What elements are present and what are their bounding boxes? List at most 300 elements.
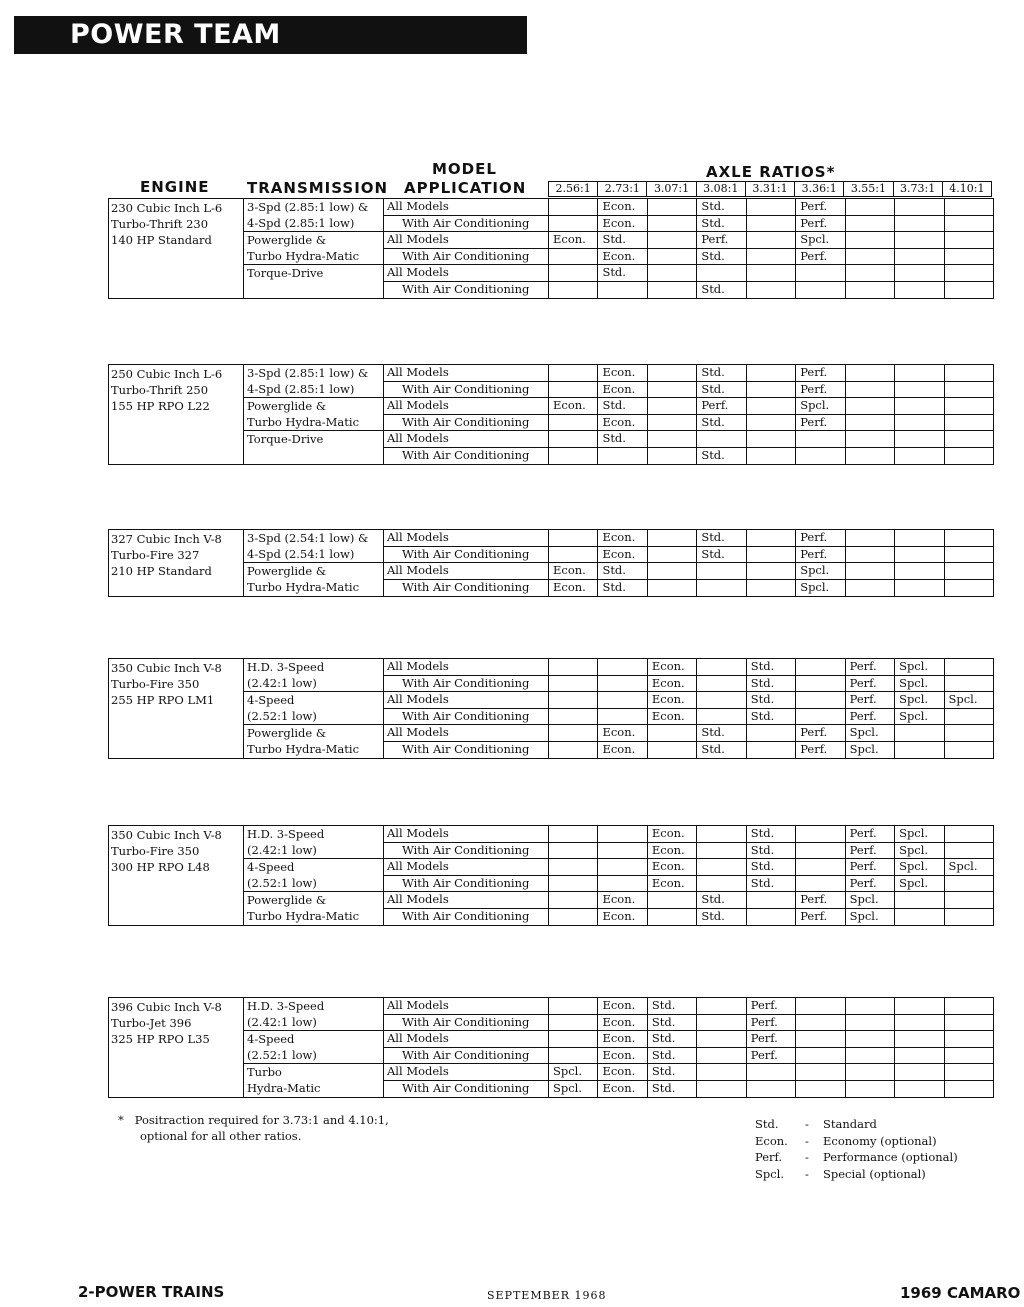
footer-date: SEPTEMBER 1968: [487, 1289, 607, 1302]
footnote-mark: *: [118, 1113, 124, 1127]
axle-cell: Spcl.: [895, 692, 944, 708]
application-cell: All Models: [384, 563, 549, 579]
table-row: [384, 431, 993, 448]
axle-cell: Econ.: [648, 709, 697, 725]
application-cell: All Models: [384, 365, 549, 381]
axle-cell: Perf.: [796, 365, 845, 381]
engine-line: 255 HP RPO LM1: [111, 693, 215, 707]
axle-cell: Spcl.: [895, 659, 944, 675]
axle-cell: [895, 892, 944, 908]
axle-cell: [945, 547, 993, 563]
axle-cell: Perf.: [796, 530, 845, 546]
axle-cell: [945, 232, 993, 248]
axle-cell: [796, 876, 845, 892]
legend-desc: Special (optional): [823, 1166, 926, 1181]
axle-cell: [598, 859, 647, 875]
table-row: [384, 909, 993, 926]
axle-cell: Spcl.: [895, 676, 944, 692]
application-cell: All Models: [384, 826, 549, 842]
application-cell: All Models: [384, 659, 549, 675]
axle-cell: [697, 692, 746, 708]
footnote: [118, 1112, 458, 1144]
axle-cell: Std.: [747, 859, 796, 875]
axle-cell: [697, 1064, 746, 1080]
axle-cell: Perf.: [796, 382, 845, 398]
axle-cell: [895, 998, 944, 1014]
transmission-line: 3-Spd (2.54:1 low) &: [247, 531, 369, 545]
axle-cell: Std.: [598, 580, 647, 597]
axle-cell: [895, 1064, 944, 1080]
axle-cell: [846, 398, 895, 414]
axle-cell: [747, 398, 796, 414]
engine-line: 230 Cubic Inch L-6: [111, 201, 223, 215]
axle-cell: [747, 1081, 796, 1098]
axle-cell: [549, 892, 598, 908]
axle-cell: [549, 382, 598, 398]
table-row: [384, 1031, 993, 1048]
axle-cell: [945, 826, 993, 842]
axle-cell: Std.: [697, 382, 746, 398]
transmission-cell: [244, 998, 384, 1031]
axle-cell: [747, 232, 796, 248]
axle-cell: [697, 998, 746, 1014]
axle-ratio-5: 3.36:1: [795, 182, 844, 196]
application-cell: All Models: [384, 431, 549, 447]
axle-cell: Econ.: [549, 580, 598, 597]
axle-cell: [747, 265, 796, 281]
axle-cell: Spcl.: [895, 859, 944, 875]
engine-line: 396 Cubic Inch V-8: [111, 1000, 222, 1014]
axle-cell: Spcl.: [895, 876, 944, 892]
axle-cell: Spcl.: [846, 725, 895, 741]
axle-cell: Std.: [648, 1081, 697, 1098]
axle-cell: Std.: [598, 398, 647, 414]
power-team-group: [108, 825, 994, 926]
axle-cell: [549, 998, 598, 1014]
engine-line: Turbo-Thrift 230: [111, 217, 209, 231]
application-cell: All Models: [384, 232, 549, 248]
axle-cell: Spcl.: [846, 892, 895, 908]
axle-cell: [945, 265, 993, 281]
table-row: [384, 1081, 993, 1098]
axle-cell: [846, 216, 895, 232]
application-cell: With Air Conditioning: [384, 742, 549, 759]
transmission-cell: [244, 692, 384, 725]
axle-cell: [945, 659, 993, 675]
application-cell: All Models: [384, 1064, 549, 1080]
axle-cell: Econ.: [598, 892, 647, 908]
axle-cell: Perf.: [796, 725, 845, 741]
engine-line: Turbo-Fire 327: [111, 548, 200, 562]
axle-cell: [895, 547, 944, 563]
axle-cell: [846, 199, 895, 215]
axle-cell: [549, 431, 598, 447]
axle-cell: Econ.: [598, 199, 647, 215]
axle-cell: Std.: [648, 1031, 697, 1047]
engine-line: Turbo-Thrift 250: [111, 383, 209, 397]
axle-cell: [846, 530, 895, 546]
axle-cell: [895, 199, 944, 215]
axle-cell: [697, 265, 746, 281]
axle-cell: Econ.: [648, 676, 697, 692]
application-cell: All Models: [384, 199, 549, 215]
legend-abbr: Spcl.: [755, 1166, 785, 1181]
footer-section: 2-POWER TRAINS: [78, 1283, 225, 1301]
legend-abbr: Std.: [755, 1117, 779, 1131]
axle-cell: [895, 1031, 944, 1047]
axle-cell: [945, 431, 993, 447]
axle-cell: [697, 431, 746, 447]
axle-ratio-header-row: [548, 181, 992, 197]
axle-cell: Perf.: [796, 216, 845, 232]
axle-cell: [945, 216, 993, 232]
axle-cell: Std.: [747, 659, 796, 675]
axle-cell: [598, 282, 647, 299]
axle-cell: Std.: [697, 742, 746, 759]
axle-cell: Std.: [697, 530, 746, 546]
axle-cell: [846, 1048, 895, 1064]
axle-cell: [796, 1064, 845, 1080]
legend-abbr: Econ.: [755, 1133, 788, 1148]
axle-cell: [895, 232, 944, 248]
axle-cell: [796, 448, 845, 465]
axle-cell: [945, 382, 993, 398]
axle-cell: [697, 859, 746, 875]
axle-cell: [796, 1031, 845, 1047]
table-row: [384, 676, 993, 693]
axle-ratio-4: 3.31:1: [746, 182, 795, 196]
axle-cell: Perf.: [796, 199, 845, 215]
axle-cell: [598, 692, 647, 708]
axle-cell: [697, 1031, 746, 1047]
transmission-cell: [244, 859, 384, 892]
axle-cell: Econ.: [598, 1031, 647, 1047]
axle-cell: [796, 709, 845, 725]
axle-cell: [747, 563, 796, 579]
axle-cell: Std.: [747, 843, 796, 859]
axle-cell: Econ.: [598, 530, 647, 546]
axle-cell: Econ.: [598, 1064, 647, 1080]
engine-line: 250 Cubic Inch L-6: [111, 367, 223, 381]
transmission-line: Torque-Drive: [247, 432, 324, 446]
legend-dash: -: [805, 1150, 809, 1164]
axle-cell: Econ.: [598, 547, 647, 563]
axle-cell: [796, 1048, 845, 1064]
axle-cell: [796, 431, 845, 447]
axle-cell: [846, 1015, 895, 1031]
axle-cell: [945, 843, 993, 859]
axle-cell: [945, 448, 993, 465]
application-cell: With Air Conditioning: [384, 216, 549, 232]
footnote-line-1: Positraction required for 3.73:1 and 4.10:1,: [134, 1113, 389, 1127]
axle-cell: [549, 249, 598, 265]
axle-cell: Perf.: [846, 709, 895, 725]
axle-cell: [945, 1064, 993, 1080]
axle-cell: Spcl.: [796, 563, 845, 579]
transmission-line: 3-Spd (2.85:1 low) &: [247, 200, 369, 214]
transmission-cell: [244, 725, 384, 758]
axle-cell: Perf.: [846, 859, 895, 875]
axle-ratios-header: AXLE RATIOS*: [706, 163, 836, 181]
axle-cell: Spcl.: [846, 742, 895, 759]
application-cell: With Air Conditioning: [384, 249, 549, 265]
engine-line: 210 HP Standard: [111, 564, 212, 578]
table-row: [384, 199, 993, 216]
axle-cell: Econ.: [648, 859, 697, 875]
axle-cell: [846, 580, 895, 597]
axle-cell: [747, 742, 796, 759]
axle-cell: [796, 998, 845, 1014]
axle-cell: [549, 216, 598, 232]
axle-cell: Spcl.: [796, 398, 845, 414]
axle-cell: [697, 563, 746, 579]
axle-cell: [846, 282, 895, 299]
table-row: [384, 876, 993, 893]
application-cell: With Air Conditioning: [384, 909, 549, 926]
axle-cell: [598, 843, 647, 859]
axle-cell: Econ.: [598, 382, 647, 398]
axle-cell: Econ.: [598, 1081, 647, 1098]
axle-cell: [697, 676, 746, 692]
axle-cell: [648, 580, 697, 597]
transmission-cell: [244, 659, 384, 692]
table-row: [384, 448, 993, 465]
application-cell: All Models: [384, 398, 549, 414]
application-header: APPLICATION: [404, 179, 527, 197]
axle-cell: Spcl.: [948, 692, 978, 706]
axle-cell: [648, 282, 697, 299]
axle-cell: [598, 876, 647, 892]
axle-cell: Std.: [648, 998, 697, 1014]
axle-cell: [549, 282, 598, 299]
axle-cell: [895, 580, 944, 597]
axle-cell: [747, 530, 796, 546]
axle-cell: Econ.: [648, 843, 697, 859]
engine-cell: [109, 998, 244, 1097]
transmission-line: Powerglide &: [247, 233, 327, 247]
table-row: [384, 826, 993, 843]
axle-cell: [945, 876, 993, 892]
transmission-line: 4-Speed: [247, 693, 295, 707]
transmission-line: Hydra-Matic: [247, 1081, 321, 1095]
legend-desc: Standard: [823, 1117, 877, 1131]
axle-cell: [846, 382, 895, 398]
axle-cell: [648, 909, 697, 926]
axle-cell: [648, 892, 697, 908]
axle-cell: [549, 742, 598, 759]
application-cell: All Models: [384, 725, 549, 741]
table-row: [384, 249, 993, 266]
table-row: [384, 742, 993, 759]
axle-cell: [895, 1081, 944, 1098]
engine-line: 325 HP RPO L35: [111, 1032, 210, 1046]
legend-abbr: Perf.: [755, 1150, 783, 1164]
axle-cell: [648, 431, 697, 447]
axle-cell: [895, 725, 944, 741]
legend-dash: -: [805, 1166, 809, 1181]
axle-cell: [697, 659, 746, 675]
axle-cell: [895, 909, 944, 926]
axle-cell: [895, 1048, 944, 1064]
axle-cell: Perf.: [796, 547, 845, 563]
application-cell: All Models: [384, 998, 549, 1014]
axle-cell: [648, 382, 697, 398]
axle-cell: [846, 249, 895, 265]
transmission-line: Torque-Drive: [247, 266, 324, 280]
table-row: [384, 843, 993, 860]
axle-cell: [796, 282, 845, 299]
axle-cell: [648, 415, 697, 431]
transmission-line: Turbo: [247, 1065, 282, 1079]
axle-cell: [945, 1081, 993, 1098]
axle-cell: [895, 398, 944, 414]
application-cell: With Air Conditioning: [384, 709, 549, 725]
table-row: [384, 709, 993, 726]
table-row: [384, 659, 993, 676]
engine-line: 350 Cubic Inch V-8: [111, 828, 222, 842]
axle-ratio-0: 2.56:1: [549, 182, 598, 196]
axle-cell: [747, 547, 796, 563]
axle-cell: [945, 563, 993, 579]
application-cell: All Models: [384, 859, 549, 875]
transmission-cell: [244, 265, 384, 298]
axle-cell: [648, 725, 697, 741]
application-cell: All Models: [384, 530, 549, 546]
axle-cell: [598, 826, 647, 842]
axle-cell: [895, 282, 944, 299]
axle-cell: Perf.: [796, 742, 845, 759]
axle-cell: Spcl.: [549, 1064, 598, 1080]
transmission-line: 4-Speed: [247, 1032, 295, 1046]
axle-cell: Std.: [697, 249, 746, 265]
axle-cell: Std.: [747, 676, 796, 692]
axle-cell: Spcl.: [895, 709, 944, 725]
axle-cell: Perf.: [846, 843, 895, 859]
engine-cell: [109, 365, 244, 464]
engine-line: 140 HP Standard: [111, 233, 212, 247]
transmission-line: Turbo Hydra-Matic: [247, 580, 360, 594]
legend-dash: -: [805, 1117, 809, 1131]
table-row: [384, 563, 993, 580]
axle-cell: Perf.: [796, 249, 845, 265]
axle-cell: [697, 876, 746, 892]
axle-cell: [796, 692, 845, 708]
axle-cell: Std.: [697, 365, 746, 381]
axle-cell: Std.: [648, 1064, 697, 1080]
axle-cell: Perf.: [747, 1048, 796, 1064]
transmission-cell: [244, 365, 384, 398]
axle-cell: [648, 530, 697, 546]
axle-ratio-2: 3.07:1: [647, 182, 696, 196]
axle-cell: [945, 725, 993, 741]
axle-cell: [895, 265, 944, 281]
axle-cell: [549, 1015, 598, 1031]
axle-cell: Econ.: [598, 249, 647, 265]
axle-cell: [945, 892, 993, 908]
axle-cell: Perf.: [796, 892, 845, 908]
engine-line: Turbo-Jet 396: [111, 1016, 192, 1030]
table-row: [384, 725, 993, 742]
axle-cell: [796, 1015, 845, 1031]
transmission-cell: [244, 398, 384, 431]
axle-cell: Std.: [697, 448, 746, 465]
axle-cell: [895, 563, 944, 579]
axle-cell: [895, 365, 944, 381]
axle-cell: Std.: [697, 725, 746, 741]
table-row: [384, 282, 993, 299]
axle-cell: [598, 448, 647, 465]
axle-cell: Econ.: [549, 563, 598, 579]
axle-cell: Perf.: [747, 1015, 796, 1031]
axle-cell: [648, 365, 697, 381]
axle-cell: [895, 530, 944, 546]
axle-cell: [895, 216, 944, 232]
transmission-line: 4-Spd (2.85:1 low): [247, 382, 355, 396]
axle-cell: [846, 563, 895, 579]
axle-cell: Spcl.: [948, 859, 978, 873]
axle-cell: [549, 859, 598, 875]
axle-cell: [648, 249, 697, 265]
axle-cell: [648, 398, 697, 414]
axle-cell: [747, 1064, 796, 1080]
axle-cell: Std.: [697, 415, 746, 431]
transmission-line: Powerglide &: [247, 726, 327, 740]
axle-cell: Econ.: [598, 909, 647, 926]
axle-cell: Std.: [697, 892, 746, 908]
axle-cell: [549, 725, 598, 741]
application-cell: With Air Conditioning: [384, 843, 549, 859]
axle-cell: [846, 448, 895, 465]
legend-desc: Economy (optional): [823, 1133, 937, 1148]
axle-cell: Econ.: [598, 998, 647, 1014]
engine-cell: [109, 659, 244, 758]
legend-item: [755, 1133, 958, 1150]
table-row: [384, 382, 993, 399]
axle-cell: [747, 448, 796, 465]
axle-cell: Perf.: [796, 415, 845, 431]
axle-ratio-6: 3.55:1: [844, 182, 893, 196]
axle-ratio-8: 4.10:1: [949, 182, 985, 195]
legend: [755, 1116, 958, 1182]
axle-cell: Perf.: [697, 232, 746, 248]
application-cell: With Air Conditioning: [384, 1048, 549, 1064]
transmission-line: (2.52:1 low): [247, 1048, 317, 1062]
engine-line: Turbo-Fire 350: [111, 677, 200, 691]
axle-cell: Perf.: [747, 1031, 796, 1047]
axle-cell: [697, 1081, 746, 1098]
transmission-line: 4-Speed: [247, 860, 295, 874]
table-row: [384, 216, 993, 233]
transmission-line: H.D. 3-Speed: [247, 660, 325, 674]
axle-cell: Spcl.: [549, 1081, 598, 1098]
axle-cell: Std.: [747, 826, 796, 842]
table-row: [384, 998, 993, 1015]
axle-cell: Perf.: [846, 659, 895, 675]
axle-cell: [796, 843, 845, 859]
axle-cell: Spcl.: [895, 843, 944, 859]
axle-cell: [945, 1048, 993, 1064]
axle-cell: Perf.: [846, 692, 895, 708]
axle-cell: Perf.: [697, 398, 746, 414]
footer-model: 1969 CAMARO: [900, 1284, 1021, 1302]
transmission-cell: [244, 431, 384, 464]
application-cell: With Air Conditioning: [384, 415, 549, 431]
transmission-line: (2.42:1 low): [247, 843, 317, 857]
axle-cell: Perf.: [846, 876, 895, 892]
axle-cell: Econ.: [598, 725, 647, 741]
axle-cell: Econ.: [648, 692, 697, 708]
axle-cell: [846, 232, 895, 248]
